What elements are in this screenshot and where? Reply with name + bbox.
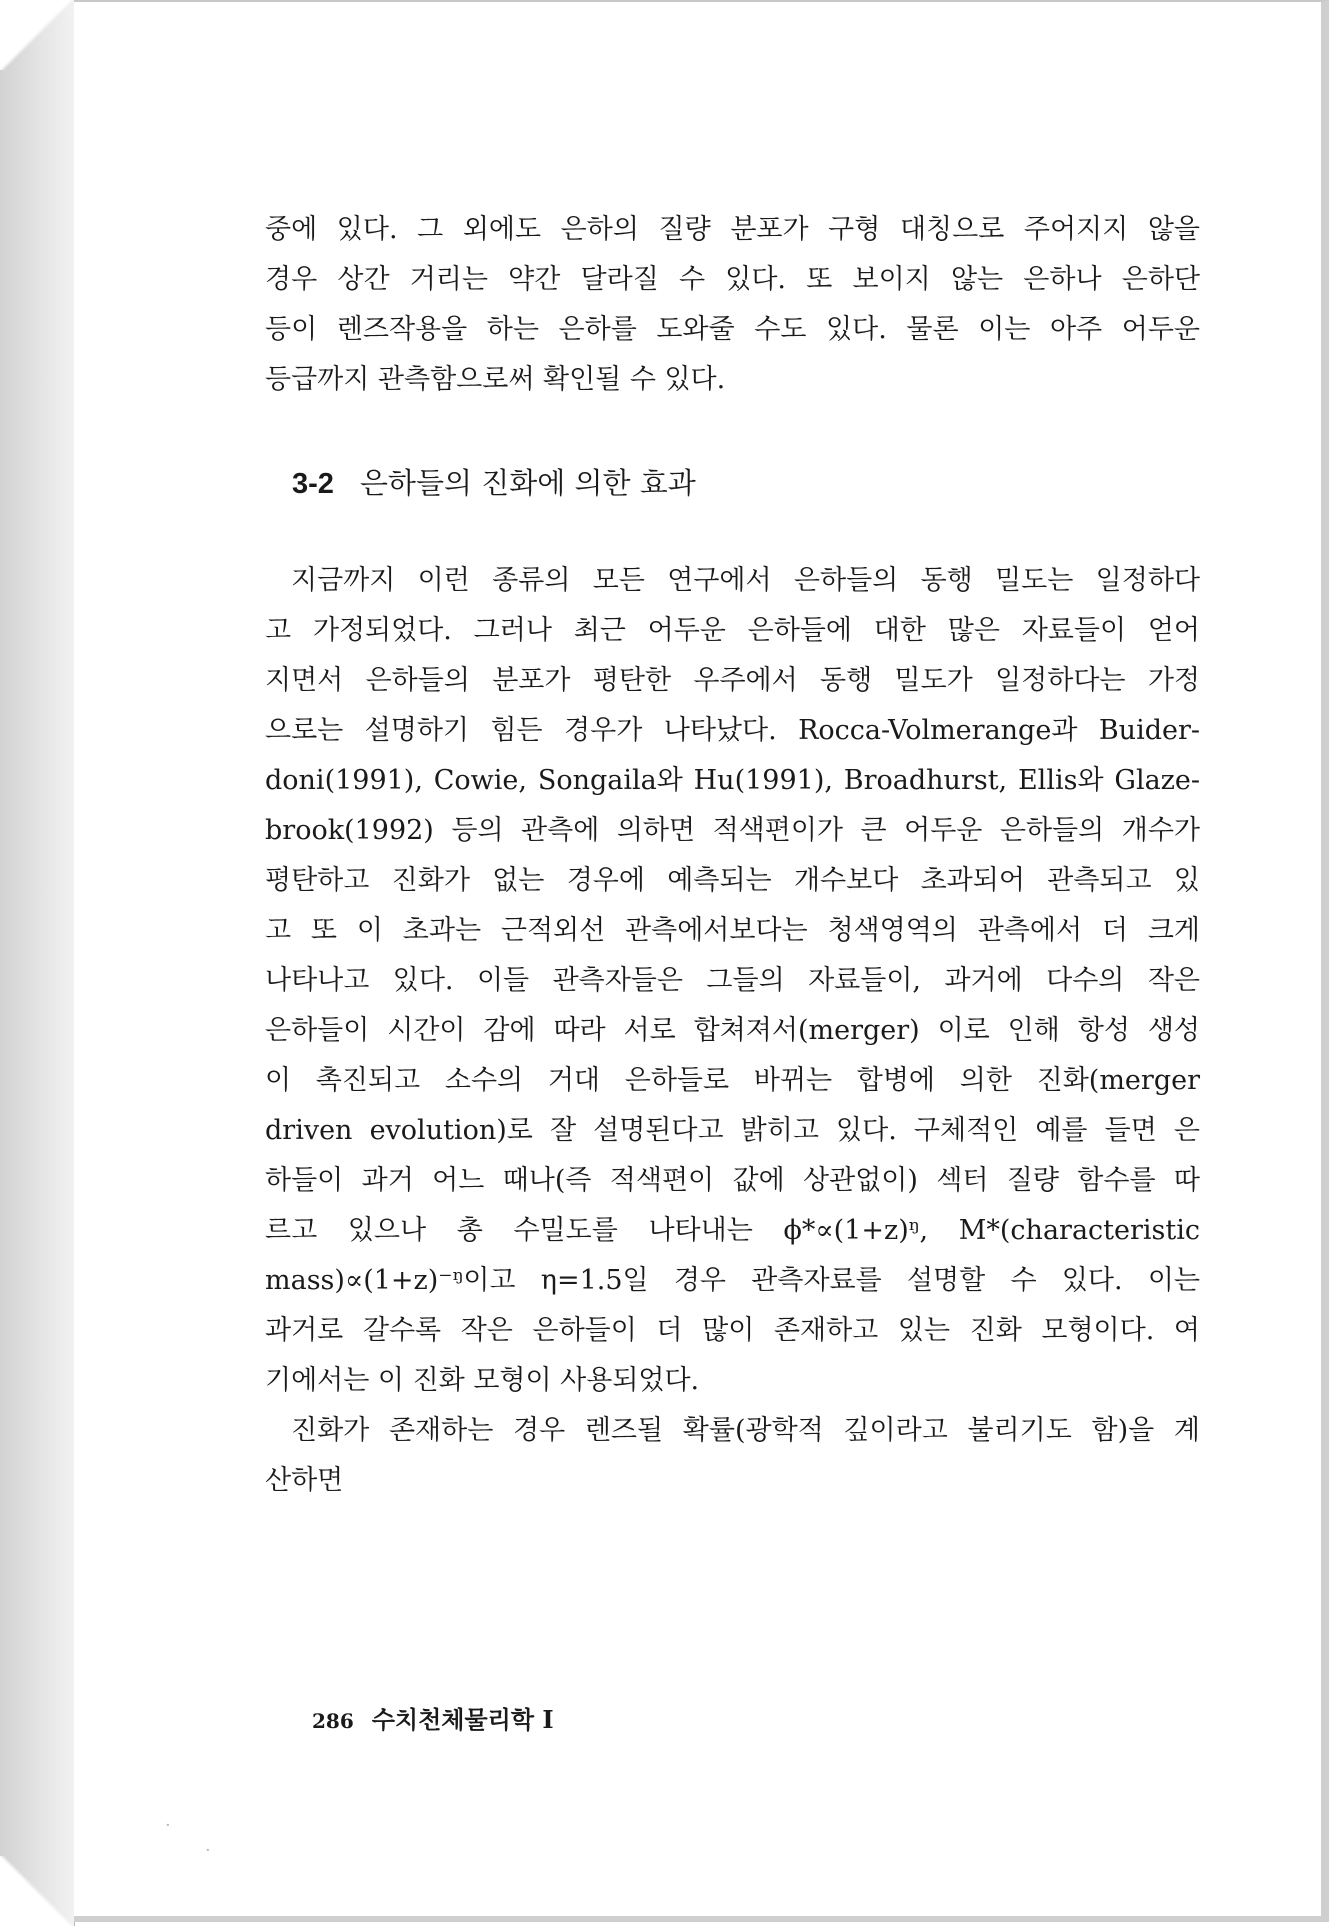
page-number: 286: [312, 1709, 354, 1733]
main-paragraph: [265, 556, 1200, 1506]
text-line: 지면서 은하들의 분포가 평탄한 우주에서 동행 밀도가 일정하다는 가정: [265, 665, 1200, 696]
text-line: 고 가정되었다. 그러나 최근 어두운 은하들에 대한 많은 자료들이 얻어: [265, 615, 1200, 646]
text-line: 은하들이 시간이 감에 따라 서로 합쳐져서(merger) 이로 인해 항성 생성: [265, 1015, 1200, 1046]
text-line: 경우 상간 거리는 약간 달라질 수 있다. 또 보이지 않는 은하나 은하단: [265, 264, 1200, 295]
section-heading: [292, 458, 696, 509]
text-line: 등급까지 관측함으로써 확인될 수 있다.: [265, 364, 726, 395]
text-line: 고 또 이 초과는 근적외선 관측에서보다는 청색영역의 관측에서 더 크게: [265, 915, 1200, 946]
top-paragraph: [265, 205, 1200, 405]
text-line: doni(1991), Cowie, Songaila와 Hu(1991), Broadhurst, Ellis와 Glaze-: [265, 765, 1200, 796]
text-line: brook(1992) 등의 관측에 의하면 적색편이가 큰 어두운 은하들의 개수가: [265, 815, 1200, 846]
text-line: 과거로 갈수록 작은 은하들이 더 많이 존재하고 있는 진화 모형이다. 여: [265, 1315, 1200, 1346]
text-line: 평탄하고 진화가 없는 경우에 예측되는 개수보다 초과되어 관측되고 있: [265, 865, 1200, 896]
scan-speck: ·: [205, 1840, 211, 1861]
text-line: 등이 렌즈작용을 하는 은하를 도와줄 수도 있다. 물론 이는 아주 어두운: [265, 314, 1200, 345]
book-spine: [0, 0, 75, 1926]
text-line: 르고 있으나 총 수밀도를 나타내는 ϕ*∝(1+z)ᵑ, M*(characteristic: [265, 1215, 1200, 1246]
text-line: 중에 있다. 그 외에도 은하의 질량 분포가 구형 대칭으로 주어지지 않을: [265, 214, 1200, 245]
text-line: 기에서는 이 진화 모형이 사용되었다.: [265, 1365, 700, 1396]
text-line: 으로는 설명하기 힘든 경우가 나타났다. Rocca-Volmerange과 Buider-: [265, 715, 1200, 746]
text-line: 이 촉진되고 소수의 거대 은하들로 바뀌는 합병에 의한 진화(merger: [265, 1065, 1200, 1096]
text-line: 산하면: [265, 1465, 344, 1496]
page-footer: [312, 1700, 554, 1735]
text-line: driven evolution)로 잘 설명된다고 밝히고 있다. 구체적인 예를 들면 은: [265, 1115, 1200, 1146]
scan-speck: ·: [165, 1815, 171, 1836]
text-line: 나타나고 있다. 이들 관측자들은 그들의 자료들이, 과거에 다수의 작은: [265, 965, 1200, 996]
section-number: 3-2: [292, 468, 334, 500]
section-title: 은하들의 진화에 의한 효과: [359, 466, 696, 500]
text-line: 지금까지 이런 종류의 모든 연구에서 은하들의 동행 밀도는 일정하다: [291, 565, 1200, 596]
text-line: mass)∝(1+z)⁻ᵑ이고 η=1.5일 경우 관측자료를 설명할 수 있다. 이는: [265, 1265, 1200, 1296]
text-line: 진화가 존재하는 경우 렌즈될 확률(광학적 깊이라고 불리기도 함)을 계: [291, 1415, 1200, 1446]
book-title: 수치천체물리학 Ⅰ: [371, 1705, 554, 1734]
text-line: 하들이 과거 어느 때나(즉 적색편이 값에 상관없이) 섹터 질량 함수를 따: [265, 1165, 1200, 1196]
